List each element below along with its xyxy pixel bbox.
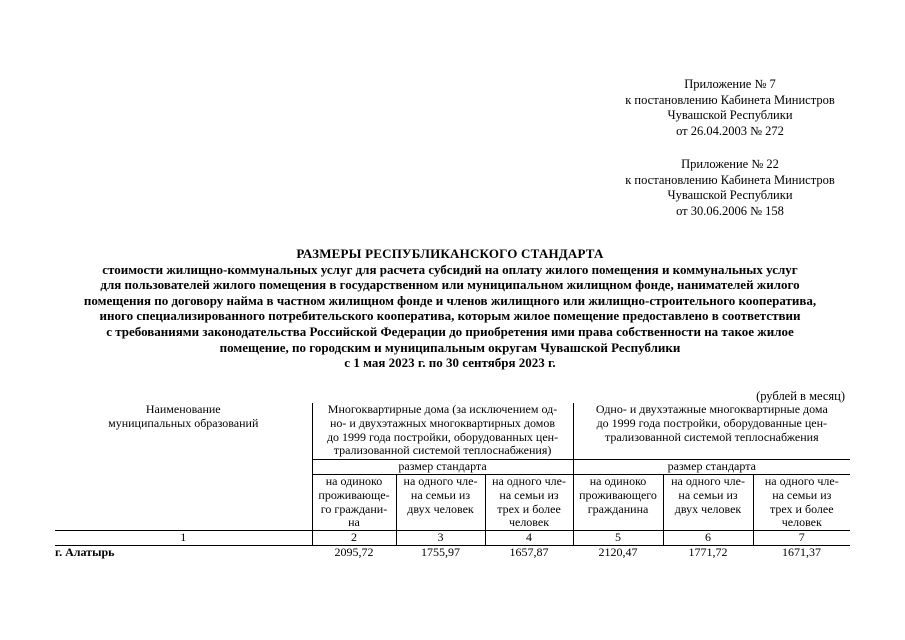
value-cell: 1771,72 — [688, 545, 728, 560]
value-cell: 2120,47 — [598, 545, 638, 560]
value-cell: 1657,87 — [509, 545, 549, 560]
title-line: помещение, по городским и муниципальным округам Чувашской Республики — [219, 339, 681, 355]
appendix-date-number: от 26.04.2003 № 272 — [676, 123, 784, 138]
column-number: 4 — [485, 531, 573, 546]
column-number: 5 — [573, 531, 663, 546]
appendix-line: Чувашской Республики — [667, 188, 793, 203]
document-title — [40, 246, 860, 371]
column-number: 7 — [753, 531, 850, 546]
header-standard-size-a: размер стандарта — [312, 460, 573, 475]
title-line: для пользователей жилого помещения в государственном или муниципальном жилищном фонде, нанимателей жилого — [100, 277, 800, 293]
municipality-name: г. Алатырь — [55, 545, 115, 560]
column-number: 2 — [312, 531, 396, 546]
value-cell: 2095,72 — [334, 545, 374, 560]
title-line: стоимости жилищно-коммунальных услуг для расчета субсидий на оплату жилого помещения и коммунальных услуг — [102, 261, 798, 277]
header-three-plus-b: на одного чле- на семьи из трех и более человек — [753, 474, 850, 530]
units-label: (рублей в месяц) — [756, 389, 845, 403]
header-two-person-a: на одного чле- на семьи из двух человек — [396, 474, 485, 530]
value-cell: 1755,97 — [421, 545, 460, 560]
header-two-person-b: на одного чле- на семьи из двух человек — [663, 474, 753, 530]
table-row — [55, 546, 850, 560]
main-title: РАЗМЕРЫ РЕСПУБЛИКАНСКОГО СТАНДАРТА — [296, 246, 604, 261]
title-line: помещения по договору найма в частном жилищном фонде и членов жилищного или жилищно-строительного кооператива, — [83, 292, 817, 308]
header-group-multi-apartment: Многоквартирные дома (за исключением од- но- и двухэтажных многоквартирных домов до 1999 года постройки, оборудованных цен- трализованной системой теплоснабжения) — [312, 403, 573, 460]
appendix-22-block — [560, 157, 900, 219]
header-municipality: Наименование муниципальных образований — [108, 402, 259, 430]
appendix-7-block — [560, 77, 900, 139]
header-row-groups — [55, 403, 850, 460]
header-single-resident-a: на одиноко проживающе- го граждани- на — [312, 474, 396, 530]
value-cell: 1671,37 — [782, 545, 822, 560]
column-number: 6 — [663, 531, 753, 546]
column-number: 3 — [396, 531, 485, 546]
title-period: с 1 мая 2023 г. по 30 сентября 2023 г. — [344, 355, 556, 371]
column-numbers-row — [55, 531, 850, 546]
appendix-line: к постановлению Кабинета Министров — [625, 92, 835, 107]
appendix-line: Чувашской Республики — [667, 108, 793, 123]
appendix-title: Приложение № 22 — [681, 157, 779, 171]
appendix-date-number: от 30.06.2006 № 158 — [676, 203, 784, 218]
appendix-title: Приложение № 7 — [684, 77, 776, 91]
header-group-low-rise: Одно- и двухэтажные многоквартирные дома до 1999 года постройки, оборудованные цен- трализованной системой теплоснабжения — [573, 403, 850, 460]
standards-table — [55, 403, 850, 560]
title-line: иного специализированного потребительского кооператива, которым жилое помещение предоставлено в соответствии — [99, 308, 801, 324]
title-line: с требованиями законодательства Российской Федерации до приобретения ими права собственности на такое жилое — [106, 323, 794, 339]
column-number: 1 — [55, 531, 312, 546]
header-standard-size-b: размер стандарта — [573, 460, 850, 475]
appendix-line: к постановлению Кабинета Министров — [625, 172, 835, 187]
header-three-plus-a: на одного чле- на семьи из трех и более человек — [485, 474, 573, 530]
header-single-resident-b: на одиноко проживающего гражданина — [573, 474, 663, 530]
